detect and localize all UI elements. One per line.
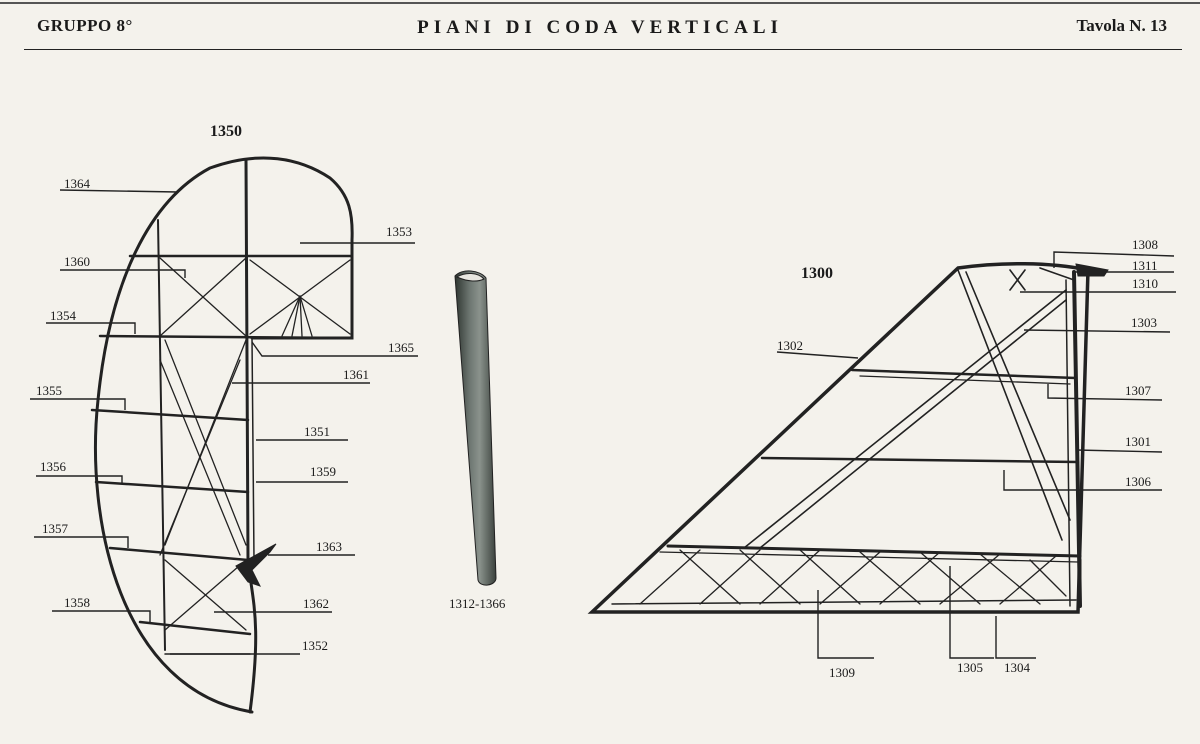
label-1308: 1308 [1132,237,1158,252]
rudder-post-inner [252,338,254,560]
rudder-post [246,160,256,712]
label-1307: 1307 [1125,383,1151,398]
rudder-rib-3 [92,410,248,420]
fin-top-fitting-icon [1076,264,1108,276]
tube-drawing [455,271,496,585]
rudder-bracing [160,258,350,630]
label-1364: 1364 [64,176,90,191]
label-1359: 1359 [310,464,336,479]
label-1355: 1355 [36,383,62,398]
label-1311: 1311 [1132,258,1158,273]
label-1351: 1351 [304,424,330,439]
rudder-assembly-number: 1350 [210,123,242,140]
label-1301: 1301 [1125,434,1151,449]
rudder-rib-5 [110,548,248,560]
rudder-rib-vertical [158,220,165,650]
tube-body [455,271,496,585]
page-title: PIANI DI CODA VERTICALI [417,17,783,38]
rudder-horn-icon [236,544,276,586]
fin-outline [592,264,1088,612]
fin-rib-bottom [612,600,1076,604]
label-1309: 1309 [829,665,855,680]
label-1303: 1303 [1131,315,1157,330]
fin-leaders [777,252,1176,658]
label-1352: 1352 [302,638,328,653]
group-label: GRUPPO 8° [37,16,133,35]
rudder-rib-2 [100,336,352,338]
label-1306: 1306 [1125,474,1151,489]
label-1358: 1358 [64,595,90,610]
label-1310: 1310 [1132,276,1158,291]
label-1360: 1360 [64,254,90,269]
label-1354: 1354 [50,308,76,323]
fin-bottom-lattice [640,550,1066,604]
label-1357: 1357 [42,521,68,536]
label-1356: 1356 [40,459,66,474]
fin-assembly-number: 1300 [801,265,833,282]
fin-drawing [592,264,1108,612]
label-tube: 1312-1366 [449,596,506,611]
label-1361: 1361 [343,367,369,382]
label-1302: 1302 [777,338,803,353]
label-1363: 1363 [316,539,342,554]
rudder-rib-6 [140,622,250,634]
fin-rib-3 [668,546,1080,556]
fin-bracing [744,268,1074,548]
label-1304: 1304 [1004,660,1030,675]
plate-number: Tavola N. 13 [1076,16,1167,35]
label-1305: 1305 [957,660,983,675]
rudder-rib-4 [96,482,248,492]
label-1365: 1365 [388,340,414,355]
label-1353: 1353 [386,224,412,239]
label-1362: 1362 [303,596,329,611]
